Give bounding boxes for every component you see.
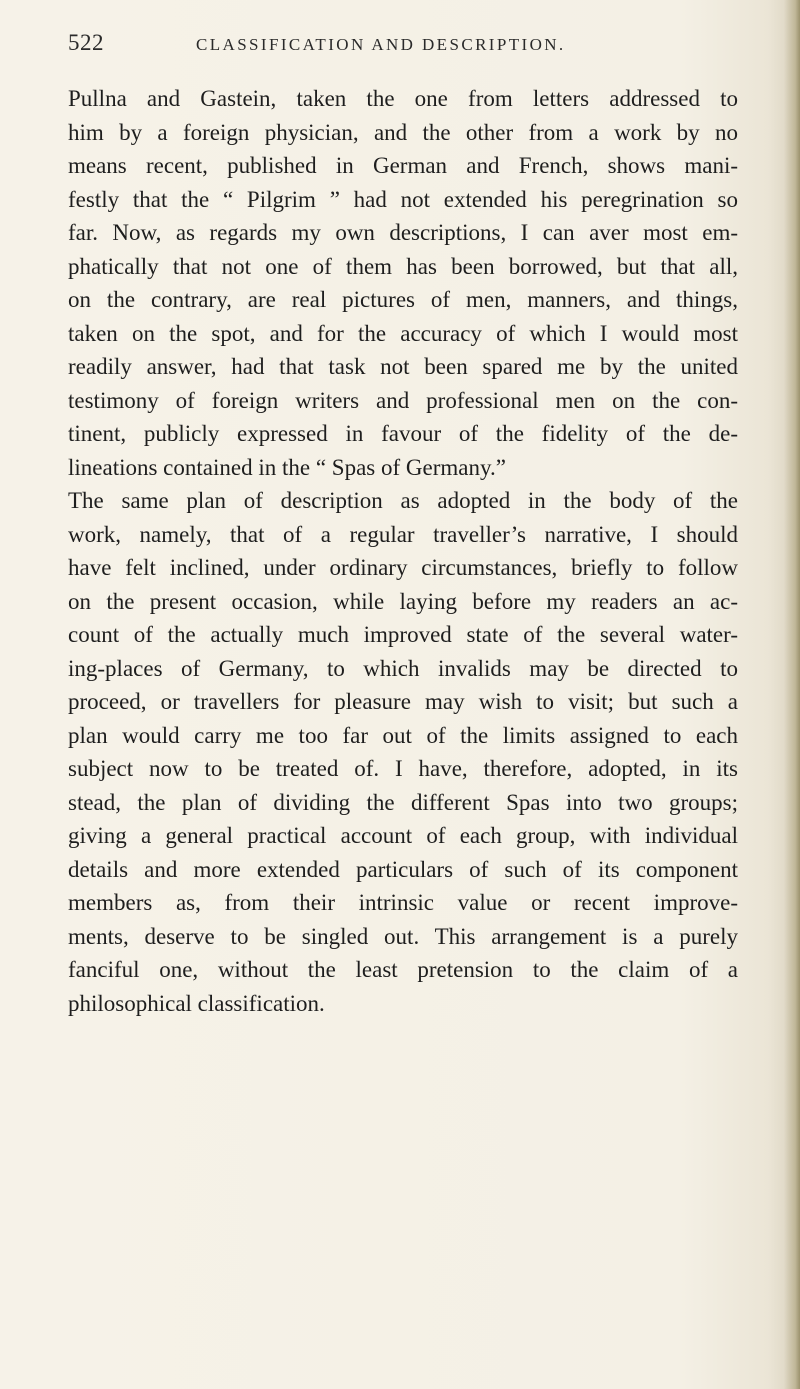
text-line: far. Now, as regards my own descriptions, I can aver most em- (68, 220, 738, 245)
text-line: taken on the spot, and for the accuracy of which I would most (68, 320, 738, 346)
text-line: testimony of foreign writers and professional men on the con- (68, 387, 738, 413)
text-line: on the present occasion, while laying before my readers an ac- (68, 588, 738, 614)
text-line: fanciful one, without the least pretension to the claim of a (68, 957, 738, 982)
paragraph-end-line: lineations contained in the “ Spas of Germany.” (68, 454, 506, 480)
text-line: phatically that not one of them has been borrowed, but that all, (68, 253, 738, 279)
text-line: readily answer, had that task not been spared me by the united (68, 354, 738, 379)
running-title: CLASSIFICATION AND DESCRIPTION. (196, 35, 566, 54)
paragraph-start-line: The same plan of description as adopted in the body of the (68, 488, 738, 513)
text-line: festly that the “ Pilgrim ” had not extended his peregrination so (68, 186, 738, 212)
text-line: count of the actually much improved state of the several water- (68, 622, 738, 647)
text-line: plan would carry me too far out of the limits assigned to each (68, 722, 738, 748)
text-line: details and more extended particulars of such of its component (68, 856, 738, 882)
text-line: ing-places of Germany, to which invalids may be directed to (68, 655, 738, 681)
body-text (68, 82, 738, 1020)
text-line: means recent, published in German and French, shows mani- (68, 153, 738, 178)
page-number: 522 (68, 30, 104, 55)
text-line: him by a foreign physician, and the other from a work by no (68, 119, 738, 145)
text-line: have felt inclined, under ordinary circumstances, briefly to follow (68, 555, 738, 580)
text-line: subject now to be treated of. I have, therefore, adopted, in its (68, 756, 738, 781)
text-line: tinent, publicly expressed in favour of the fidelity of the de- (68, 421, 738, 446)
text-line: work, namely, that of a regular traveller’s narrative, I should (68, 521, 738, 547)
text-line: giving a general practical account of each group, with individual (68, 823, 738, 848)
text-line: stead, the plan of dividing the different Spas into two groups; (68, 789, 738, 815)
paragraph-end-line: philosophical classification. (68, 990, 325, 1016)
text-line: on the contrary, are real pictures of men, manners, and things, (68, 287, 738, 312)
page-edge-shadow (784, 0, 800, 1389)
text-line: Pullna and Gastein, taken the one from letters addressed to (68, 86, 738, 111)
text-line: proceed, or travellers for pleasure may wish to visit; but such a (68, 689, 738, 714)
text-line: members as, from their intrinsic value or recent improve- (68, 890, 738, 915)
text-line: ments, deserve to be singled out. This arrangement is a purely (68, 923, 738, 949)
